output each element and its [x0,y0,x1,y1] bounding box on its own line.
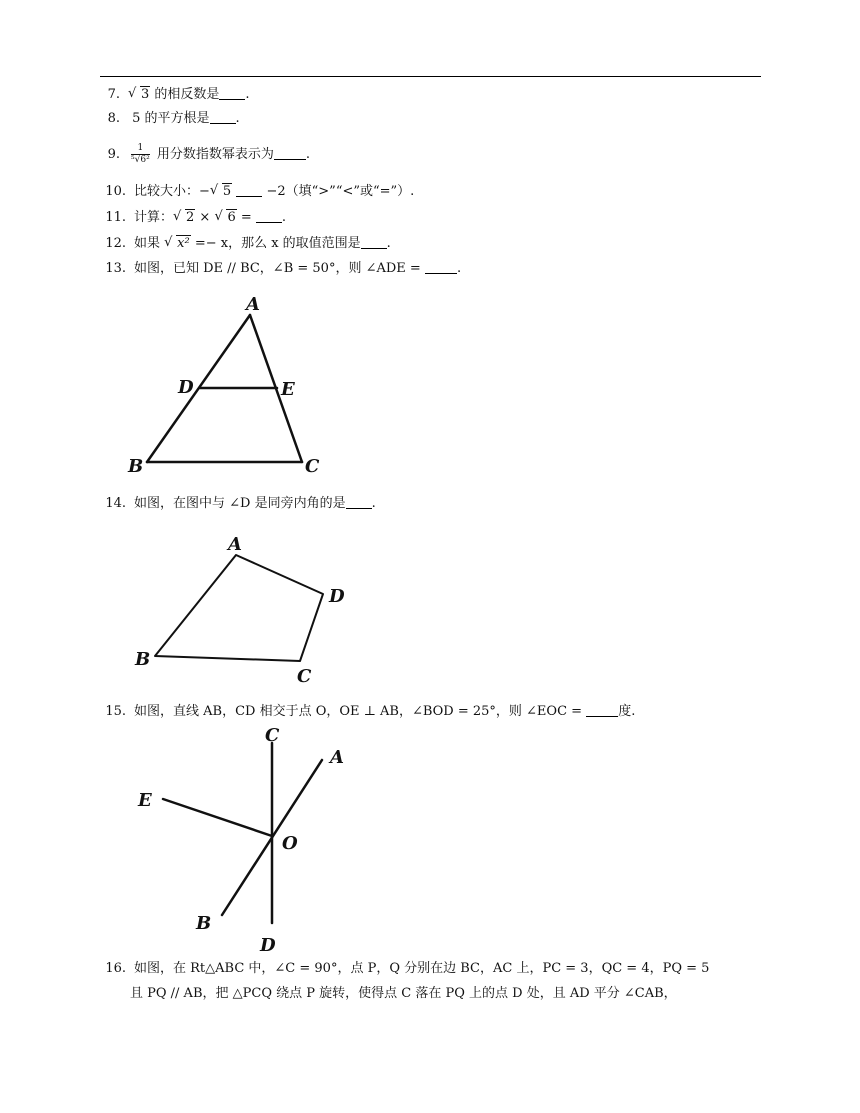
answer-blank[interactable] [586,704,618,717]
fraction: $\frac{1}{\text{⁵√6²}}$ [131,143,150,165]
answer-blank[interactable] [219,87,245,100]
question-number: 16. [105,961,126,976]
sqrt-expression: √ 2 [173,209,195,227]
question-8: 8. 5 的平方根是 . [100,110,240,128]
figure-13-triangle [120,285,350,485]
sqrt-expression: √ x² [164,235,191,253]
answer-blank[interactable] [210,111,236,124]
header-rule [100,76,761,77]
question-9: 9. $\frac{1}{\text{⁵√6²}}$ 用分数指数幂表示为 . [100,140,310,170]
question-7: 7.√ 3 的相反数是 . [100,86,250,104]
answer-blank[interactable] [346,496,372,509]
question-number: 14. [105,496,126,511]
question-text: =− x，那么 x 的取值范围是 [190,236,361,251]
label-c: C [265,725,280,746]
label-b: B [128,456,144,477]
question-text: 如图，在图中与 ∠D 是同旁内角的是 [134,496,346,511]
label-d: D [329,586,345,607]
sqrt-expression: √ 5 [210,183,232,201]
label-o: O [282,833,298,854]
figure-14-quadrilateral [125,525,355,690]
question-10: 10. 比较大小：−√ 5 −2（填“>”“<”或“=”）. [100,183,414,201]
quad-abcd [155,555,323,661]
answer-blank[interactable] [274,147,306,160]
question-text: 如图，直线 AB，CD 相交于点 O，OE ⊥ AB，∠BOD = 25°，则 ∠EOC = [134,704,587,719]
question-number: 8. [107,111,120,126]
question-number: 9. [107,147,120,162]
sqrt-expression: √ 6 [214,209,236,227]
question-15: 15. 如图，直线 AB，CD 相交于点 O，OE ⊥ AB，∠BOD = 25°，则 ∠EOC = 度. [100,703,635,721]
question-number: 12. [105,236,126,251]
answer-blank[interactable] [361,236,387,249]
question-number: 7. [107,87,120,102]
question-text: 且 PQ // AB，把 △PCQ 绕点 P 旋转，使得点 C 落在 PQ 上的点 D 处，且 AD 平分 ∠CAB， [130,986,677,1001]
question-number: 15. [105,704,126,719]
label-b: B [135,649,151,670]
question-14: 14. 如图，在图中与 ∠D 是同旁内角的是 . [100,495,376,513]
question-number: 10. [105,184,126,199]
label-a: A [246,294,260,315]
label-c: C [297,666,312,687]
answer-blank[interactable] [256,210,282,223]
line-oe [163,799,272,836]
question-text: 用分数指数幂表示为 [152,147,274,162]
sqrt-expression: √ 3 [128,86,150,104]
question-text: 5 的平方根是 [128,111,210,126]
question-16 [100,960,709,978]
label-d: D [260,935,276,953]
question-number: 13. [105,261,126,276]
label-d: D [178,377,194,398]
label-b: B [196,913,212,934]
question-text: 如图，在 Rt△ABC 中，∠C = 90°，点 P，Q 分别在边 BC，AC 上，PC = 3，QC = 4，PQ = 5 [134,961,710,976]
answer-blank[interactable] [425,261,457,274]
question-16-line-2 [130,985,677,1003]
question-number: 11. [105,210,126,225]
label-a: A [228,534,242,555]
label-c: C [305,456,320,477]
question-12: 12. 如果 √ x² =− x，那么 x 的取值范围是 . [100,235,391,253]
label-a: A [330,747,344,768]
question-11: 11. 计算：√ 2 × √ 6 = . [100,209,286,227]
question-text: 如图，已知 DE // BC，∠B = 50°，则 ∠ADE = [134,261,425,276]
figure-15-intersecting-lines [130,723,360,953]
label-e: E [281,379,295,400]
question-text: −2（填“>”“<”或“=”）. [266,184,415,199]
answer-blank[interactable] [236,184,262,197]
label-e: E [138,790,152,811]
question-text: 的相反数是 [150,87,220,102]
question-13: 13. 如图，已知 DE // BC，∠B = 50°，则 ∠ADE = . [100,260,461,278]
